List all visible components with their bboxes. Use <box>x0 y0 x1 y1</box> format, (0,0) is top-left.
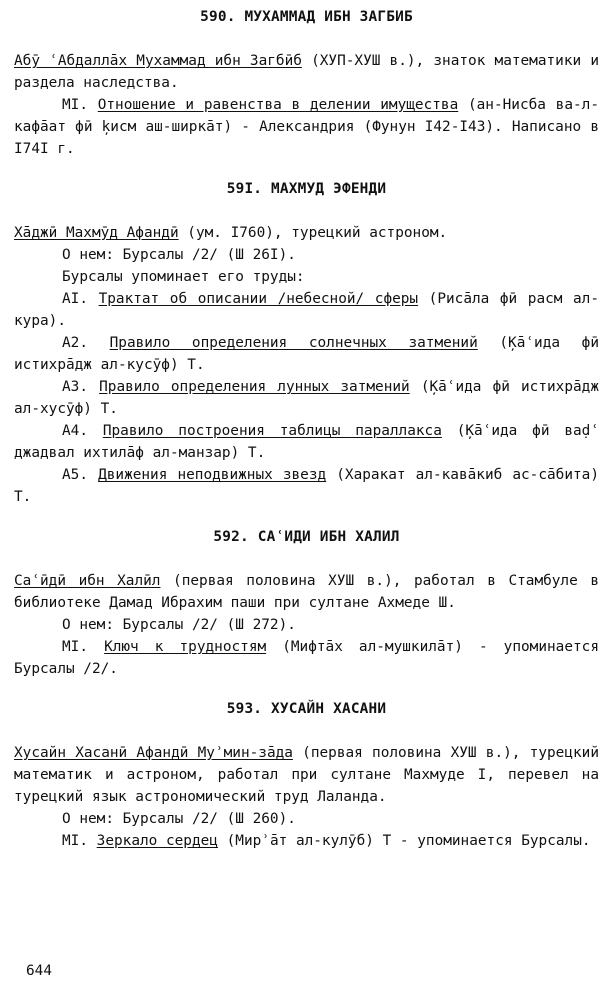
author-intro <box>14 742 599 808</box>
work-details: (Харакат ал-кавāкиб ас-сāбита) Т. <box>14 467 599 505</box>
work-details: (Мирʾāт ал-кулӯб) Т - упоминается Бурсалы. <box>217 833 591 849</box>
entry-591 <box>14 178 599 508</box>
author-description: (первая половина ХУШ в.), турецкий математик и астроном, работал при султане Махмуде I, перевел на турецкий язык астрономический труд Лаланда. <box>14 745 599 805</box>
work-details: (ан-Нисба ва-л-кафāат фӣ ķисм аш-ширкāт) - Александрия (Фунун I42-I43). Написано в I74I г. <box>14 97 599 157</box>
entry-593 <box>14 698 599 852</box>
work-title: Ключ к трудностям <box>104 639 267 655</box>
author-description: (первая половина ХУШ в.), работал в Стамбуле в библиотеке Дамад Ибрахим паши при султане Ахмеде Ш. <box>14 573 600 611</box>
about-reference: О нем: Бурсалы /2/ (Ш 260). <box>62 811 296 827</box>
work-entry <box>14 332 599 376</box>
work-entry <box>14 420 599 464</box>
work-title: Правило определения лунных затмений <box>99 379 410 395</box>
work-code: МI. <box>62 97 88 113</box>
document-page <box>14 6 599 852</box>
entry-592 <box>14 526 599 680</box>
work-title: Трактат об описании /небесной/ сферы <box>98 291 419 307</box>
author-description: (ХУП-ХУШ в.), знаток математики и раздела наследства. <box>14 53 599 91</box>
work-code: А5. <box>62 467 88 483</box>
author-name: Абӯ ʿАбдаллāх Мухаммад ибн Загбӣб <box>14 53 302 69</box>
work-details: (Ķāʿида фӣ истихрāдж ал-хусӯф) Т. <box>14 379 599 417</box>
work-details: (Ķāʿида фӣ истихрāдж ал-кусӯф) Т. <box>14 335 599 373</box>
section-heading: 593. ХУСАЙН ХАСАНИ <box>226 701 387 717</box>
about-reference: О нем: Бурсалы /2/ (Ш 26I). <box>62 247 296 263</box>
author-description: (ум. I760), турецкий астроном. <box>178 225 448 241</box>
work-code: AI. <box>62 291 88 307</box>
entry-590 <box>14 6 599 160</box>
work-title: Движения неподвижных звезд <box>98 467 327 483</box>
work-title: Зеркало сердец <box>96 833 218 849</box>
note-text: Бурсалы упоминает его труды: <box>62 269 305 285</box>
author-name: Хāджӣ Махмӯд Афандӣ <box>14 225 179 241</box>
work-details: (Ķāʿида фӣ ваḍʿ джадвал ихтилāф ал-манзар) Т. <box>14 423 599 461</box>
author-intro <box>14 222 599 244</box>
author-intro <box>14 570 599 614</box>
work-details: (Мифтāх ал-мушкилāт) - упоминается Бурсалы /2/. <box>14 639 599 677</box>
section-heading: 59I. МАХМУД ЭФЕНДИ <box>226 181 387 197</box>
about-reference: О нем: Бурсалы /2/ (Ш 272). <box>62 617 296 633</box>
work-title: Отношение и равенства в делении имущества <box>97 97 459 113</box>
work-code: А4. <box>62 423 88 439</box>
author-name: Саʿӣдӣ ибн Халӣл <box>14 573 161 589</box>
author-intro <box>14 50 599 94</box>
work-entry <box>14 94 599 160</box>
work-code: А3. <box>62 379 88 395</box>
page-number: 644 <box>26 963 52 979</box>
author-name: Хусайн Хасанӣ Афандӣ Муʾмин-зāда <box>14 745 293 761</box>
work-title: Правило определения солнечных затмений <box>109 335 478 351</box>
work-details: (Рисāла фӣ расм ал-кура). <box>14 291 600 329</box>
work-title: Правило построения таблицы параллакса <box>102 423 442 439</box>
work-entry <box>14 464 599 508</box>
work-code: А2. <box>62 335 88 351</box>
work-code: МI. <box>62 833 88 849</box>
work-entry <box>14 636 599 680</box>
section-heading: 590. МУХАММАД ИБН ЗАГБИБ <box>200 9 413 25</box>
section-heading: 592. САʿИДИ ИБН ХАЛИЛ <box>213 529 400 545</box>
work-entry <box>14 288 599 332</box>
work-entry <box>14 830 599 852</box>
work-code: МI. <box>62 639 88 655</box>
work-entry <box>14 376 599 420</box>
